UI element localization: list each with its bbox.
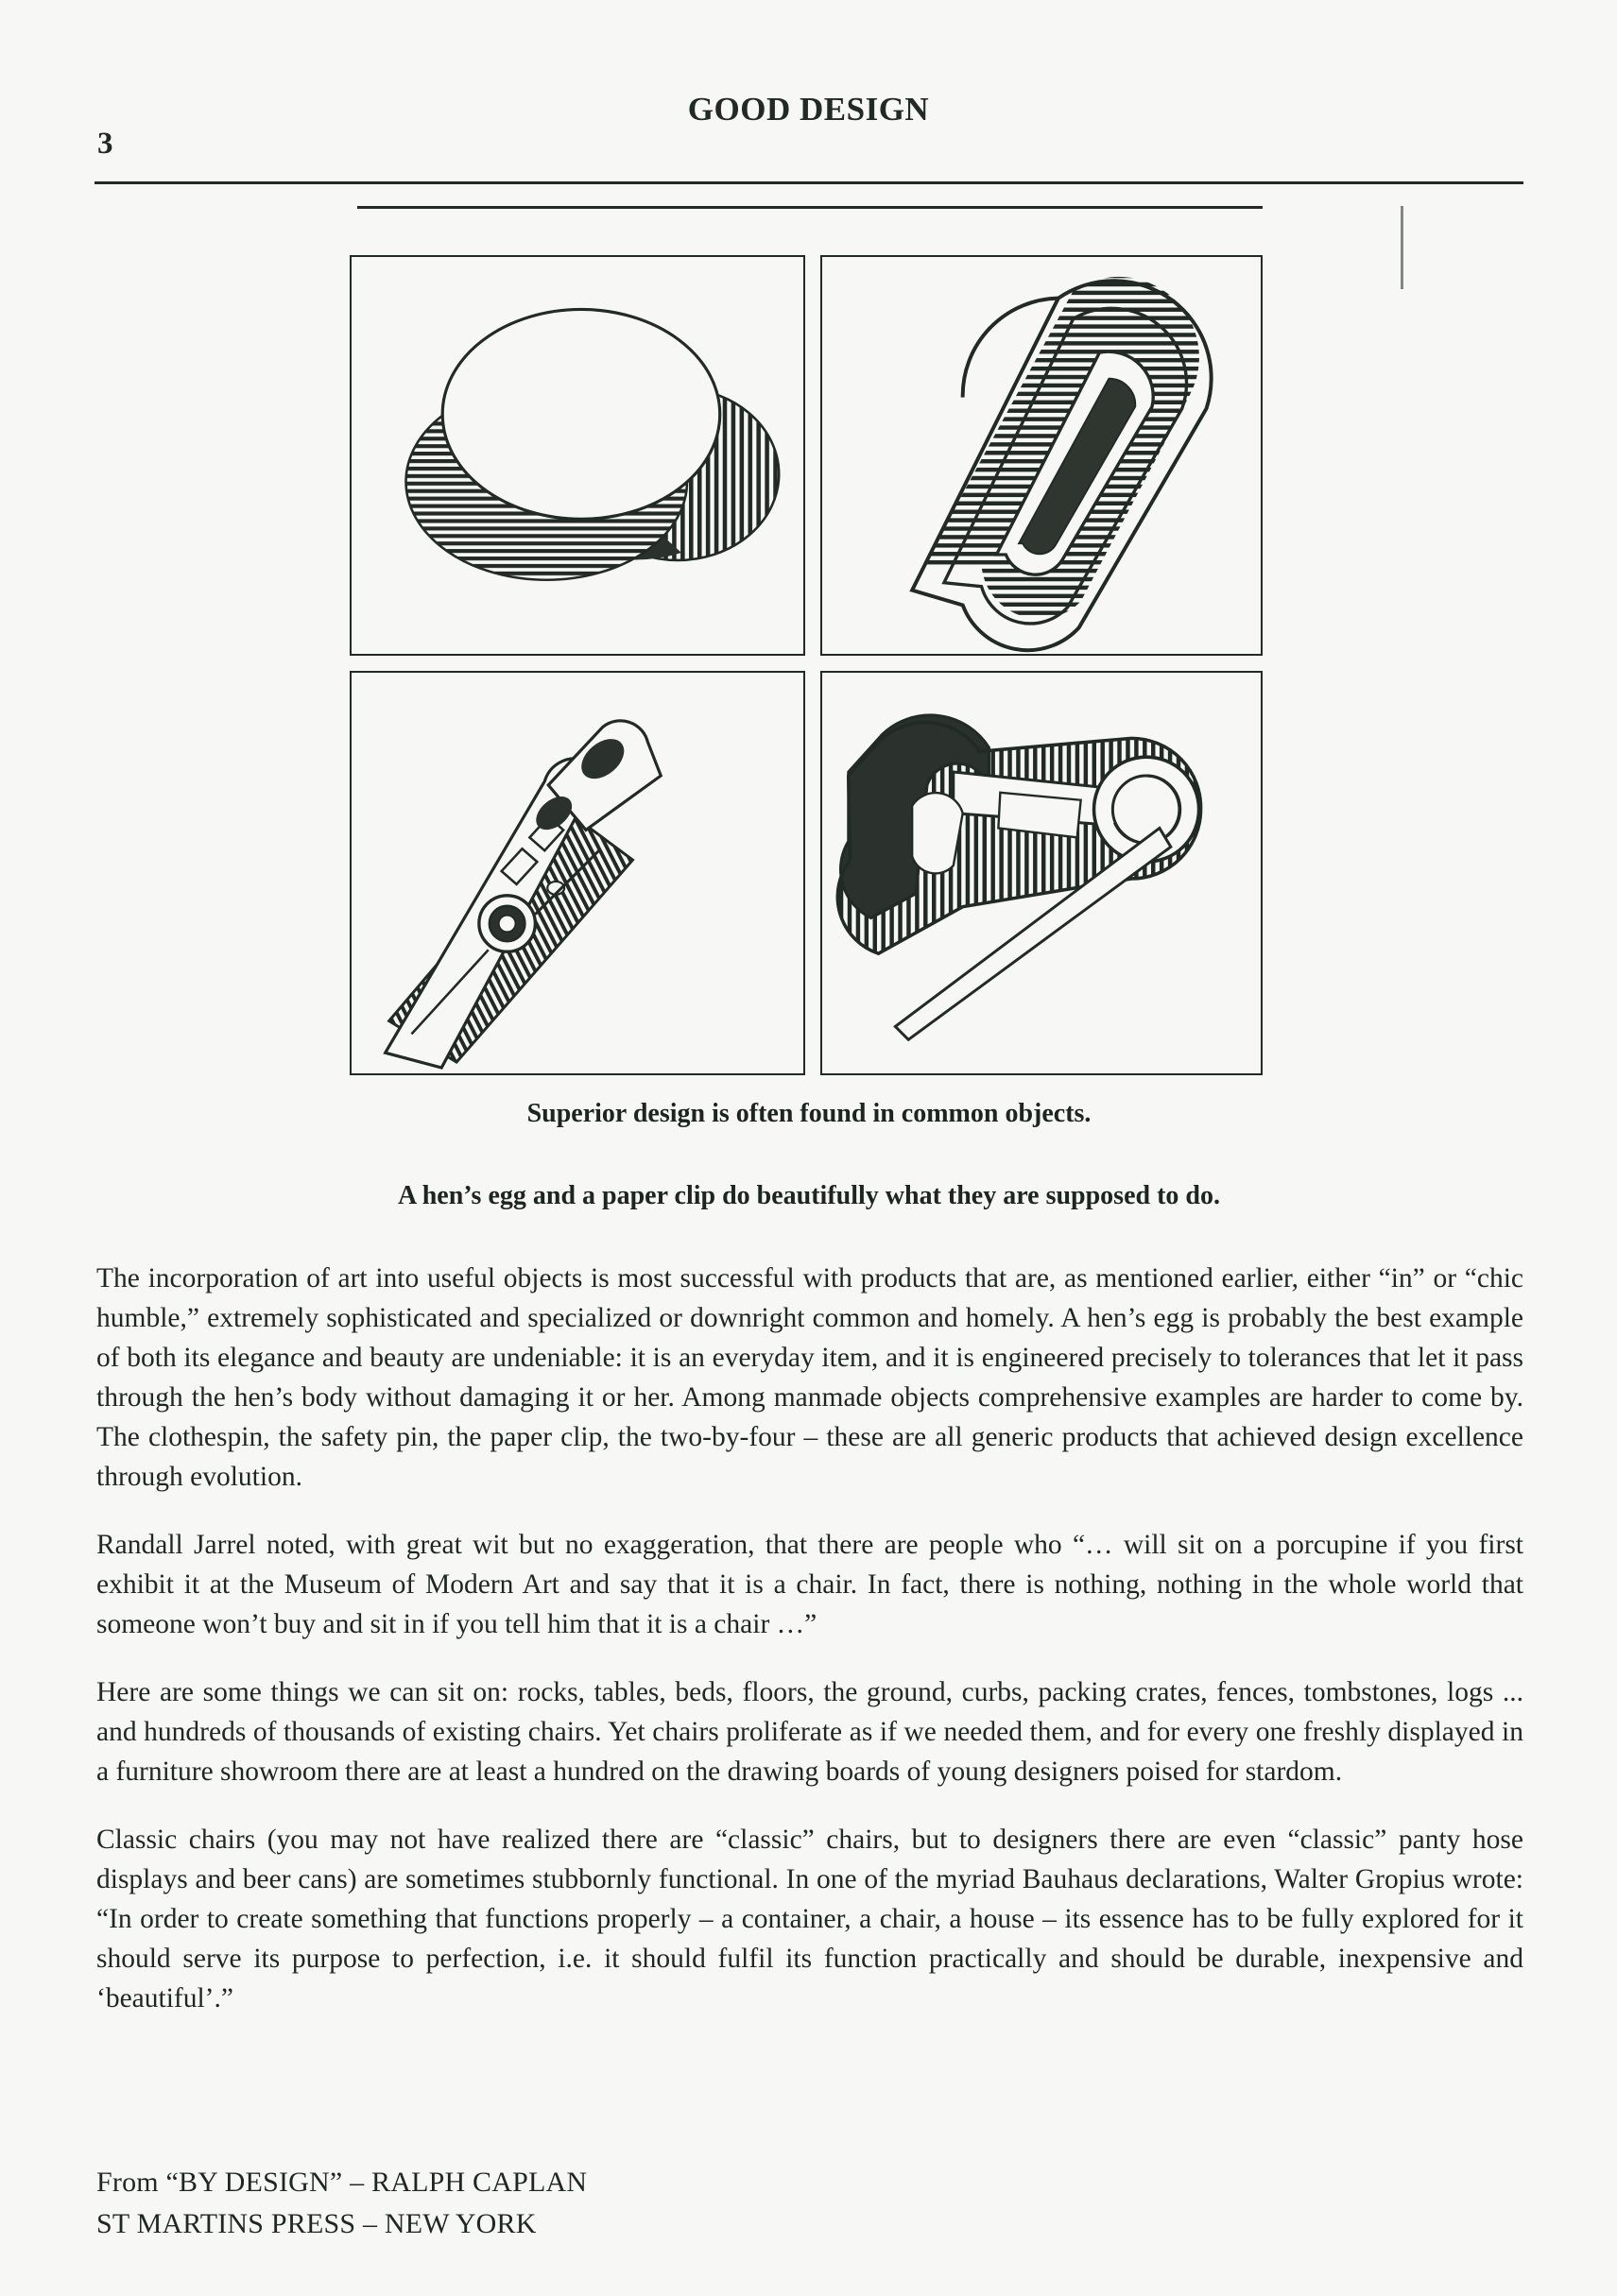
figure-caption-line-1: Superior design is often found in common objects. <box>526 1099 1092 1128</box>
body-paragraph-4: Classic chairs (you may not have realized there are “classic” chairs, but to designers there are even “classic” panty hose displays and beer cans) are sometimes stubbornly functional. In one of the myriad Bauhaus declarations, Walter Gropius wrote: “In order to create something that functions properly – a container, a chair, a house – its essence has to be fully explored for it should serve its purpose to perfection, i.e. it should fulfil its function practically and should be durable, inexpensive and ‘beautiful’.” <box>96 1825 1523 2013</box>
safety-pin-icon <box>822 673 1261 1073</box>
clothespin-icon <box>352 673 803 1073</box>
figure-caption-line-2: A hen’s egg and a paper clip do beautifully what they are supposed to do. <box>398 1181 1220 1210</box>
attribution-line-1: From “BY DESIGN” – RALPH CAPLAN <box>96 2167 588 2198</box>
attribution-line-2: ST MARTINS PRESS – NEW YORK <box>96 2208 537 2239</box>
page-title: GOOD DESIGN <box>687 91 930 128</box>
page-header <box>0 0 1617 189</box>
illustration-figure <box>350 206 1263 1075</box>
page-number: 3 <box>97 127 113 161</box>
illustration-panel-egg <box>350 255 805 656</box>
illustration-panel-grid <box>350 255 1263 1075</box>
figure-top-divider <box>357 206 1263 209</box>
illustration-panel-safety-pin <box>820 671 1263 1075</box>
body-paragraph-1: The incorporation of art into useful objects is most successful with products that are, as mentioned earlier, either “in” or “chic humble,” extremely sophisticated and specialized or downright common and homely. A hen’s egg is probably the best example of both its elegance and beauty are undeniable: it is an everyday item, and it is engineered precisely to tolerances that let it pass through the hen’s body without damaging it or her. Among manmade objects comprehensive examples are harder to come by. The clothespin, the safety pin, the paper clip, the two-by-four – these are all generic products that achieved design excellence through evolution. <box>96 1263 1523 1492</box>
illustration-panel-clothespin <box>350 671 805 1075</box>
illustration-panel-paper-clip <box>820 255 1263 656</box>
body-text-column <box>96 1259 1523 2018</box>
body-paragraph-2: Randall Jarrel noted, with great wit but no exaggeration, that there are people who “… will sit on a porcupine if you first exhibit it at the Museum of Modern Art and say that it is a chair. In fact, there is nothing, nothing in the whole world that someone won’t buy and sit in if you tell him that it is a chair …” <box>96 1530 1523 1639</box>
body-paragraph-3: Here are some things we can sit on: rocks, tables, beds, floors, the ground, curbs, packing crates, fences, tombstones, logs ... and hundreds of thousands of existing chairs. Yet chairs proliferate as if we needed them, and for every one freshly displayed in a furniture showroom there are at least a hundred on the drawing boards of young designers poised for stardom. <box>96 1677 1523 1787</box>
figure-margin-mark <box>1401 206 1403 289</box>
egg-icon <box>352 257 803 654</box>
source-attribution <box>96 2162 1041 2245</box>
paper-clip-icon <box>822 257 1261 654</box>
header-divider <box>95 181 1523 184</box>
